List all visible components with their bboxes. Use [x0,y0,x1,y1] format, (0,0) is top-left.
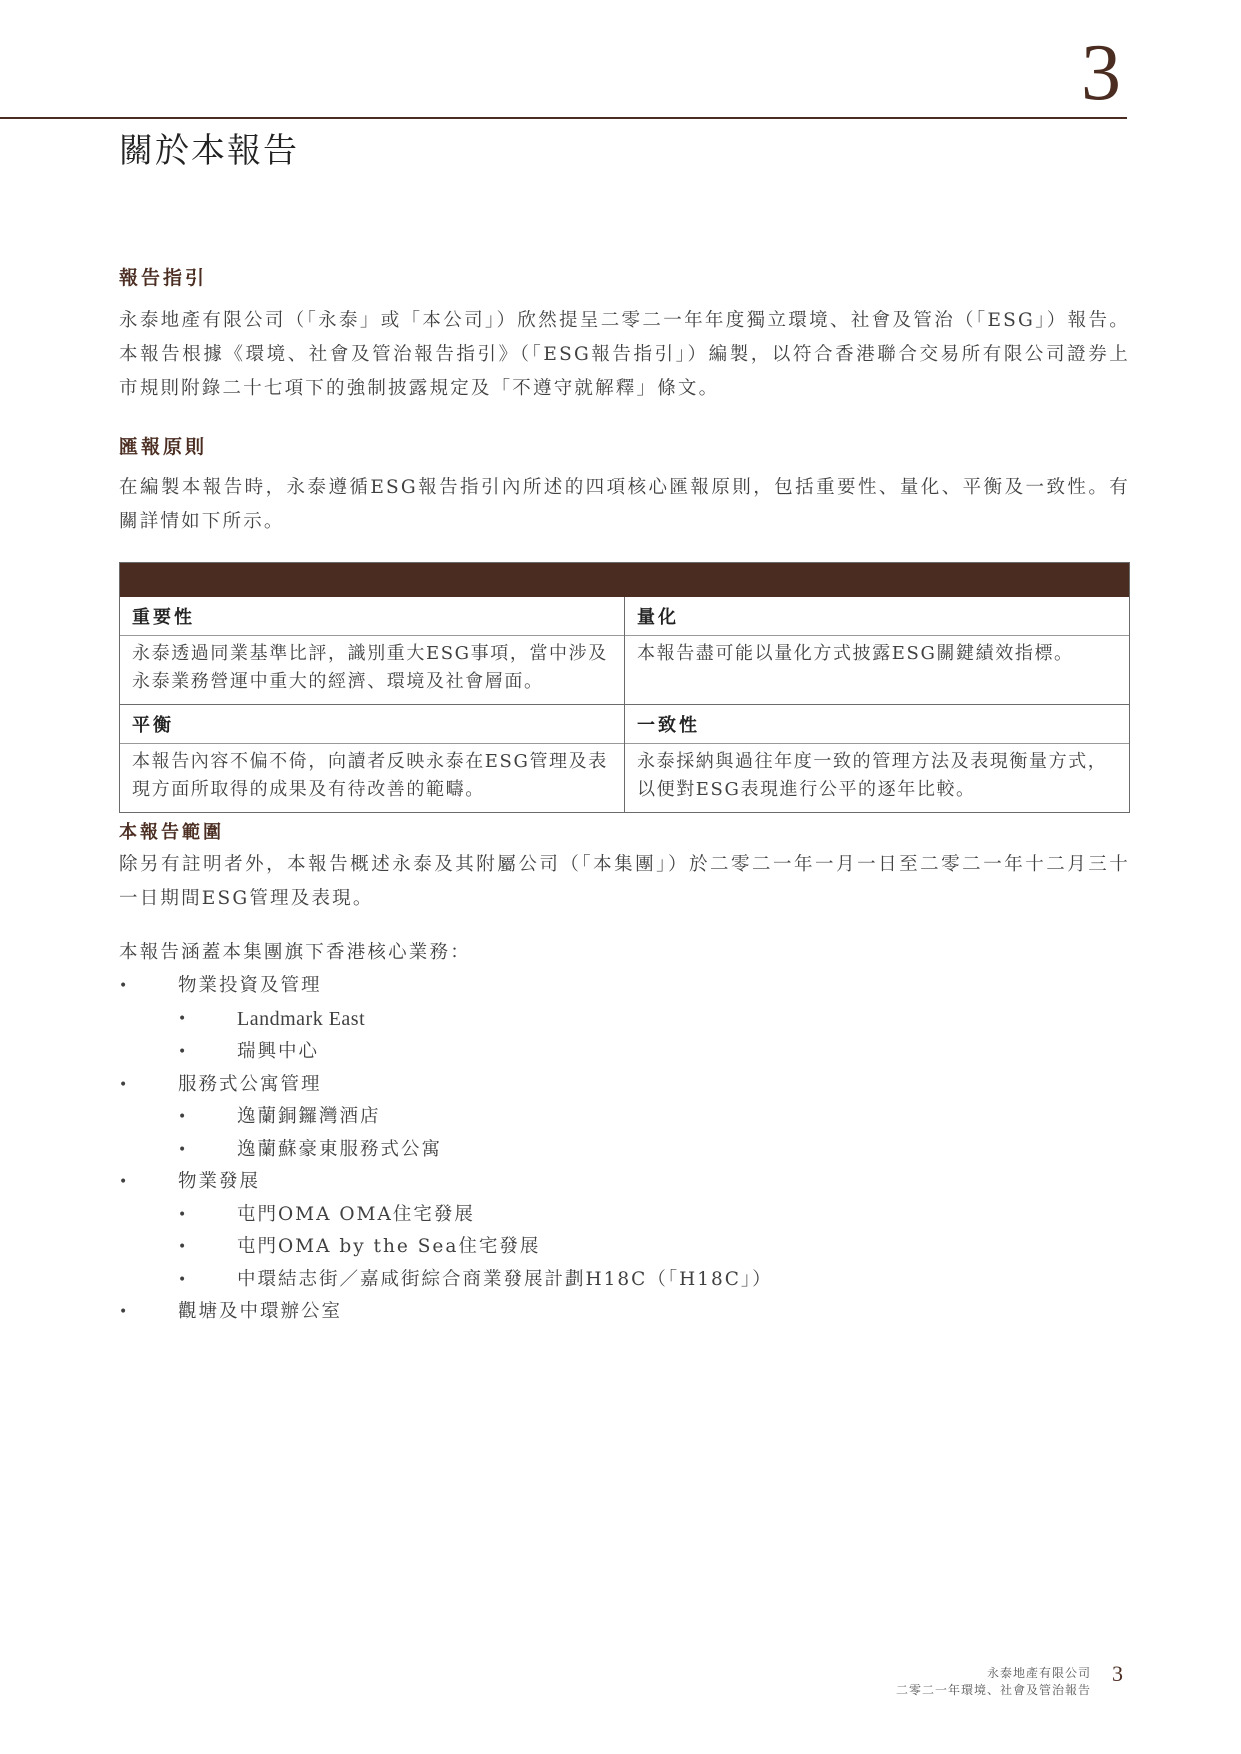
section-reporting-guide [119,263,1130,406]
cell-consistency [625,704,1129,812]
list-item-text: 屯門OMA by the Sea住宅發展 [237,1236,541,1257]
list-item-text: 物業發展 [178,1171,261,1192]
table-header-band [120,563,1129,597]
list-item-text: 瑞興中心 [237,1041,320,1062]
list-item [119,1231,1130,1264]
bullet-icon: • [119,1174,130,1190]
cell-divider [120,743,624,744]
table-grid [120,597,1129,812]
cell-text-quantitative: 本報告盡可能以量化方式披露ESG關鍵績效指標。 [637,643,1074,664]
section-reporting-principles [119,432,1130,539]
list-item [119,970,1130,1003]
cell-materiality [120,597,625,704]
cell-text-consistency: 永泰採納與過往年度一致的管理方法及表現衡量方式，以便對ESG表現進行公平的逐年比較。 [637,751,1108,800]
list-item [119,1296,1130,1329]
bullet-icon: • [119,1304,130,1320]
footer-company: 永泰地產有限公司 [986,1666,1091,1680]
list-item [119,1036,1130,1069]
list-item [119,1166,1130,1199]
scope-paragraph: 除另有註明者外，本報告概述永泰及其附屬公司（「本集團」）於二零二一年一月一日至二零二一年十二月三十一日期間ESG管理及表現。 [119,854,1130,909]
page-footer [896,1665,1091,1699]
scope-intro: 本報告涵蓋本集團旗下香港核心業務： [119,942,471,963]
bullet-icon: • [178,1239,189,1255]
list-item-text: 逸蘭蘇豪東服務式公寓 [237,1138,443,1160]
list-item-text: 服務式公寓管理 [178,1073,322,1095]
cell-divider [120,635,624,636]
bullet-icon: • [119,1076,130,1093]
bullet-icon: • [178,1141,189,1158]
cell-divider [625,635,1129,636]
list-item [119,1134,1130,1167]
section-heading-principles: 匯報原則 [119,436,208,458]
list-item-text: 中環結志街／嘉咸街綜合商業發展計劃H18C（「H18C」） [237,1268,773,1290]
cell-title-consistency: 一致性 [637,715,700,736]
section-report-scope [119,818,1130,1329]
footer-page-number: 3 [1112,1661,1123,1686]
bullet-icon: • [178,1010,189,1027]
bullet-icon: • [178,1044,189,1060]
bullet-icon: • [178,1109,189,1125]
cell-quantitative [625,597,1129,704]
cell-title-materiality: 重要性 [132,607,195,628]
footer-report-name: 二零二一年環境、社會及管治報告 [895,1683,1091,1697]
cell-text-materiality: 永泰透過同業基準比評，識別重大ESG事項，當中涉及永泰業務營運中重大的經濟、環境及社會層面。 [132,643,608,692]
list-item-text: Landmark East [237,1007,366,1030]
cell-text-balance: 本報告內容不偏不倚，向讀者反映永泰在ESG管理及表現方面所取得的成果及有待改善的範疇。 [132,751,608,800]
section-heading-guide: 報告指引 [119,267,208,289]
guide-paragraph: 永泰地產有限公司（「永泰」或「本公司」）欣然提呈二零二一年年度獨立環境、社會及管治（「ESG」）報告。本報告根據《環境、社會及管治報告指引》（「ESG報告指引」）編製，以符合香港聯合交易所有限公司證券上市規則附錄二十七項下的強制披露規定及「不遵守就解釋」條文。 [119,310,1130,399]
list-item-text: 逸蘭銅鑼灣酒店 [237,1106,381,1127]
bullet-icon: • [119,978,130,994]
list-item [119,1069,1130,1102]
header-rule [0,117,1127,119]
list-item [119,1003,1130,1037]
principles-paragraph: 在編製本報告時，永泰遵循ESG報告指引內所述的四項核心匯報原則，包括重要性、量化、平衡及一致性。有關詳情如下所示。 [119,477,1130,532]
business-list [119,970,1130,1329]
list-item-text: 觀塘及中環辦公室 [178,1301,343,1322]
cell-title-quantitative: 量化 [637,607,679,628]
list-item-text: 物業投資及管理 [178,975,322,996]
section-heading-scope: 本報告範圍 [119,822,224,843]
cell-title-balance: 平衡 [132,715,174,736]
page-number-large: 3 [1081,29,1121,117]
bullet-icon: • [178,1206,189,1223]
principles-table [119,562,1130,813]
cell-balance [120,704,625,812]
list-item [119,1101,1130,1134]
list-item-text: 屯門OMA OMA住宅發展 [237,1203,475,1225]
list-item [119,1264,1130,1297]
page-title: 關於本報告 [119,131,299,171]
cell-divider [625,743,1129,744]
bullet-icon: • [178,1271,189,1288]
list-item [119,1199,1130,1232]
